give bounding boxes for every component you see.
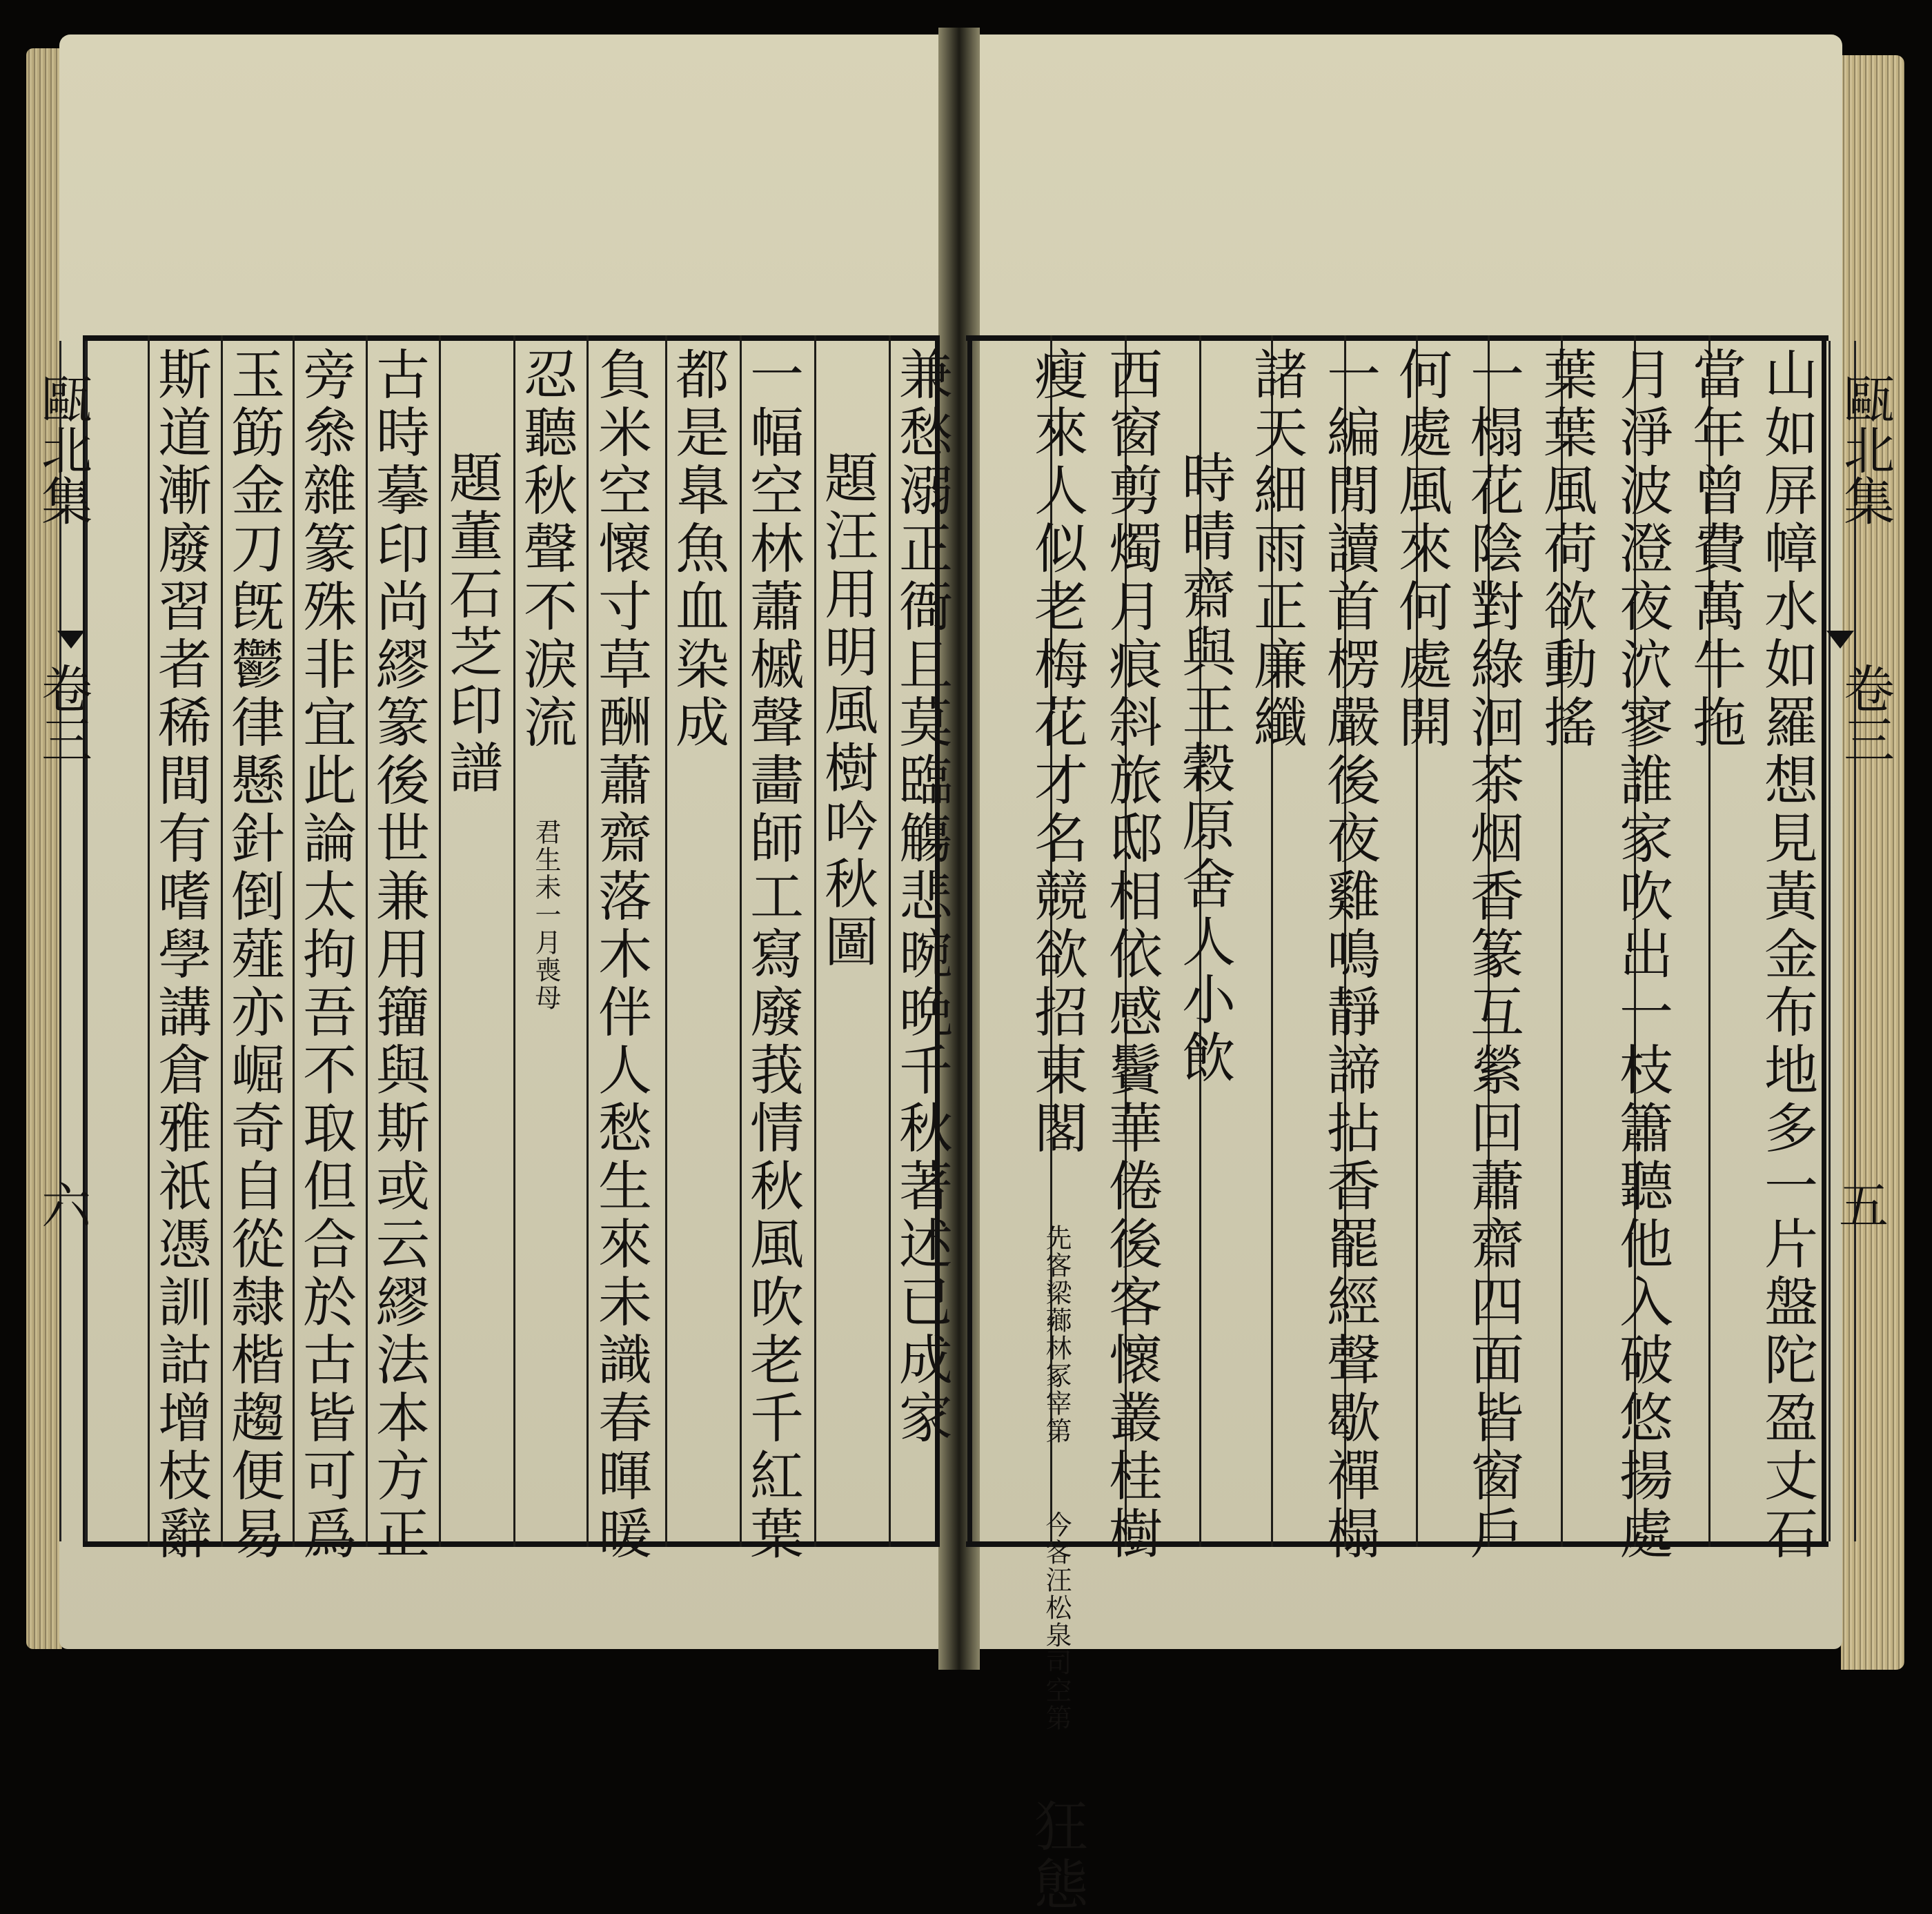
left-col-11: 斯道漸廢習者稀間有嗜學講倉雅祇憑訓詁增枝辭 xyxy=(149,346,211,1563)
fishtail-mark xyxy=(1826,631,1854,649)
right-col-8: 諸天細雨正廉纖 xyxy=(1245,346,1307,752)
right-col-3: 月淨波澄夜泬寥誰家吹出一枝簫聽他入破悠揚處 xyxy=(1610,346,1673,1563)
left-col-2: 題汪用明風樹吟秋圖 xyxy=(816,450,878,971)
right-col-10: 西窗剪燭月痕斜旅邸相依感鬢華倦後客懷叢桂樹 xyxy=(1100,346,1162,1563)
right-col-2: 當年曾費萬牛拖 xyxy=(1684,346,1746,752)
right-col-11 xyxy=(1025,346,1087,1914)
left-col-4: 都是臯魚血染成 xyxy=(667,346,729,752)
left-margin-title: 甌北集 xyxy=(33,373,92,526)
left-col-7: 題董石芝印譜 xyxy=(440,450,502,798)
right-page-number: 五 xyxy=(1839,1177,1889,1235)
left-col-6 xyxy=(515,346,577,1519)
right-frame-outer-border xyxy=(1822,335,1826,1547)
left-page-edges xyxy=(26,48,62,1649)
left-col-8: 古時摹印尚繆篆後世兼用籒與斯或云繆法本方正 xyxy=(367,346,429,1563)
left-page-frame xyxy=(83,335,938,1563)
right-col-4: 葉葉風荷欲動搖 xyxy=(1535,346,1597,752)
left-col-10: 玉筯金刀旣鬱律懸針倒薤亦崛奇自從隸楷趨便易 xyxy=(222,346,284,1563)
right-col-5: 一榻花陰對綠洄茶烟香篆互縈回蕭齋四面皆窗戶 xyxy=(1461,346,1524,1563)
interlinear-note: 君生未一月喪母 xyxy=(531,818,561,1012)
column-rule xyxy=(586,335,589,1547)
interlinear-note: 先客梁薌林冢宰第 xyxy=(1041,1224,1072,1445)
left-col-3: 一幅空林蕭槭聲畵師工寫廢莪情秋風吹老千紅葉 xyxy=(741,346,803,1563)
fishtail-mark xyxy=(57,631,85,649)
interlinear-note: 今客汪松泉司空第 xyxy=(1041,1511,1072,1732)
left-margin-volume: 卷三 xyxy=(33,662,92,764)
left-col-1: 兼愁溺正衙且莫臨觴悲晼晩千秋著述已成家 xyxy=(890,346,952,1448)
right-margin-title: 甌北集 xyxy=(1835,373,1895,526)
left-page-number: 六 xyxy=(41,1177,92,1235)
right-col-7: 一編閒讀首楞嚴後夜雞鳴靜諦拈香罷經聲歇禪榻 xyxy=(1318,346,1380,1563)
poem-line-continuation: 狂態 xyxy=(1025,1798,1087,1914)
poem-line: 瘦來人似老梅花才名競欲招東閣 xyxy=(1025,346,1087,1158)
right-col-9: 時晴齋與王穀原舍人小飲 xyxy=(1173,450,1235,1087)
poem-line: 忍聽秋聲不淚流 xyxy=(515,346,577,752)
right-col-6: 何處風來何處開 xyxy=(1390,346,1452,752)
left-col-9: 旁叅雜篆殊非宜此論太拘吾不取但合於古皆可爲 xyxy=(294,346,356,1563)
right-frame-inner-border xyxy=(967,335,972,1547)
right-margin-volume: 卷三 xyxy=(1835,662,1895,764)
right-col-1: 山如屏幛水如羅想見黃金布地多一片盤陀盈丈石 xyxy=(1755,346,1817,1563)
left-col-5: 負米空懷寸草酬蕭齋落木伴人愁生來未識春暉暖 xyxy=(589,346,651,1563)
